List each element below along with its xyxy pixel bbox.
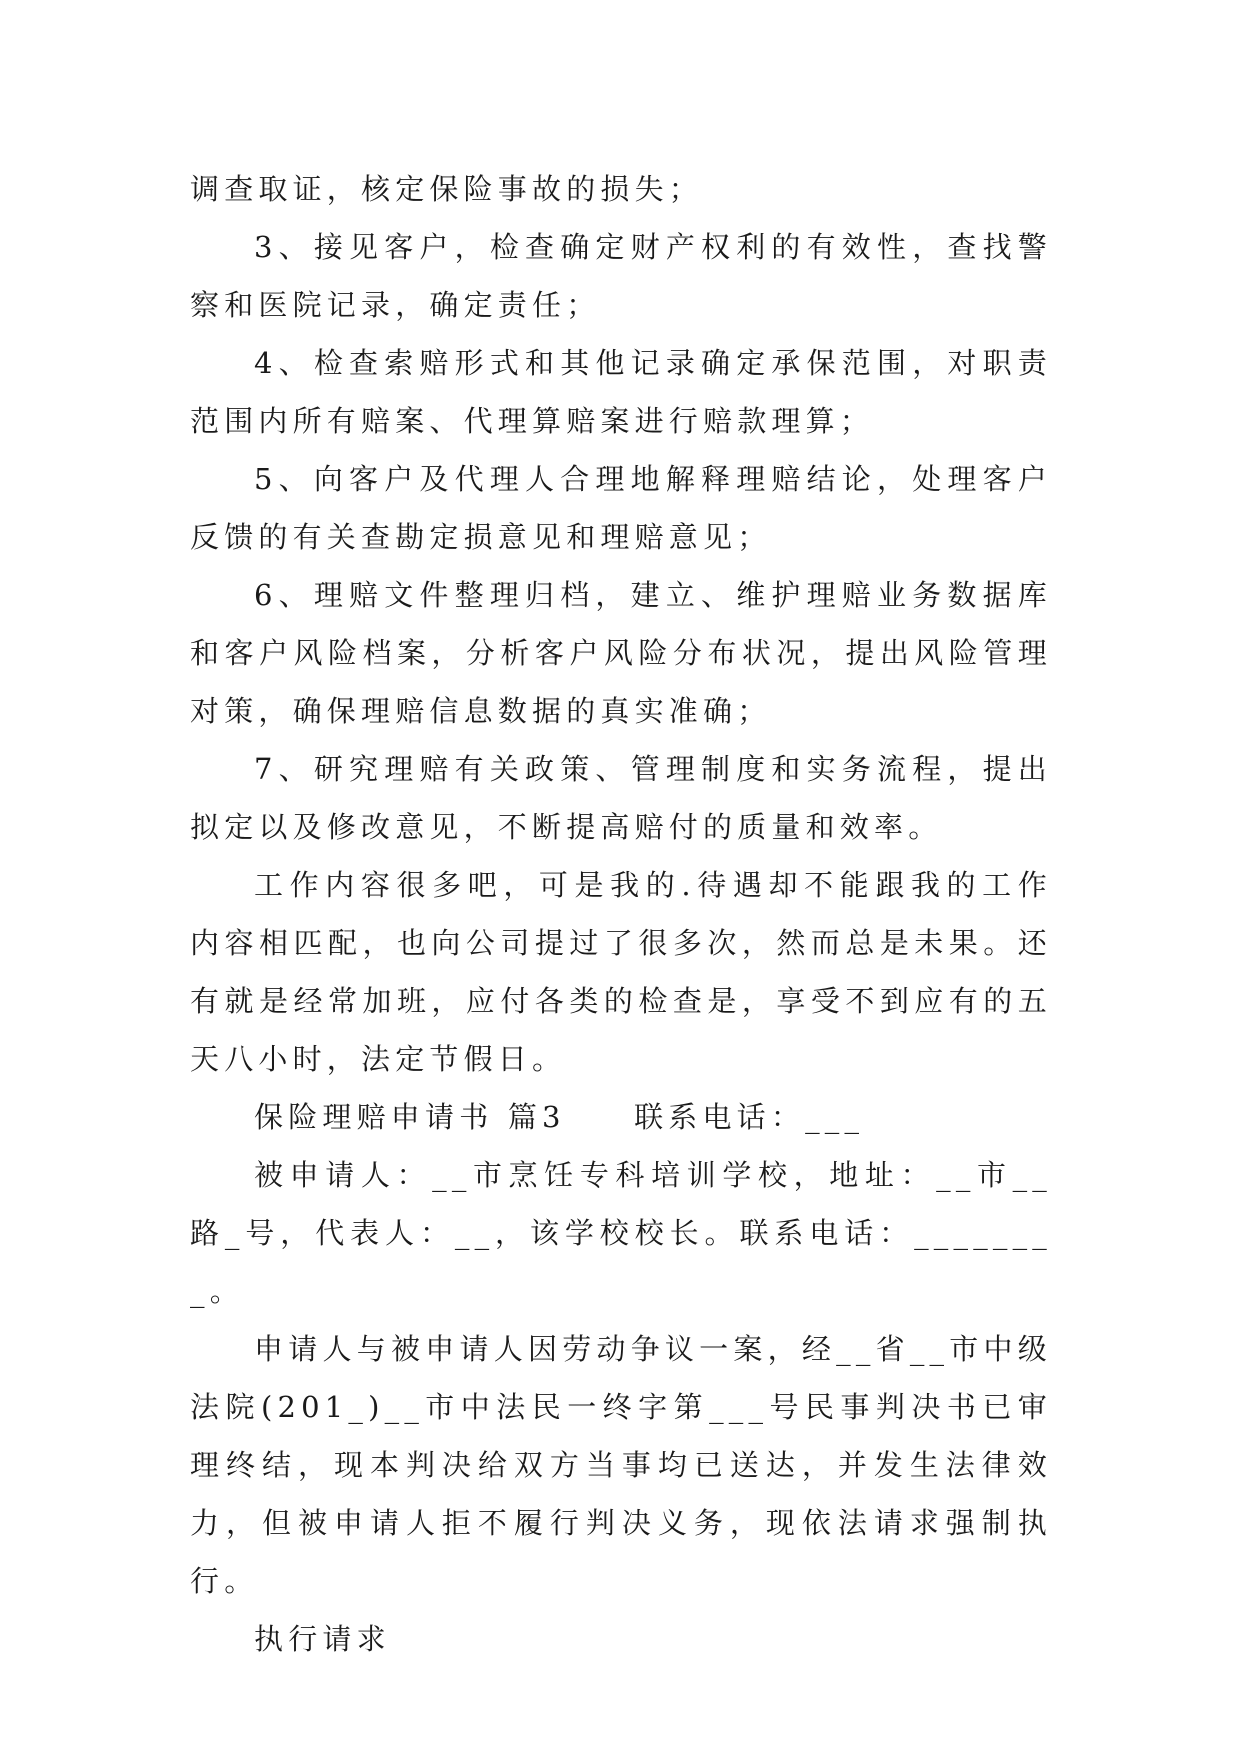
paragraph-case: 申请人与被申请人因劳动争议一案，经__省__市中级法院(201_)__市中法民一终字第___号民事判决书已审理终结，现本判决给双方当事均已送达，并发生法律效力，但被申请人拒不履行判决义务，现依法请求强制执行。 — [190, 1332, 1052, 1598]
paragraph-1: 调查取证，核定保险事故的损失； — [190, 172, 704, 206]
section-heading-line: 保险理赔申请书 篇3 联系电话：___ — [254, 1100, 865, 1134]
paragraph-6: 7、研究理赔有关政策、管理制度和实务流程，提出拟定以及修改意见，不断提高赔付的质量和效率。 — [190, 752, 1052, 844]
paragraph-execution-request: 执行请求 — [254, 1622, 391, 1656]
paragraph-4: 5、向客户及代理人合理地解释理赔结论，处理客户反馈的有关查勘定损意见和理赔意见； — [190, 462, 1052, 554]
paragraph-5: 6、理赔文件整理归档，建立、维护理赔业务数据库和客户风险档案，分析客户风险分布状况，提出风险管理对策，确保理赔信息数据的真实准确； — [190, 578, 1052, 728]
paragraph-3: 4、检查索赔形式和其他记录确定承保范围，对职责范围内所有赔案、代理算赔案进行赔款理算； — [190, 346, 1052, 438]
document-body — [190, 160, 1052, 1668]
paragraph-respondent: 被申请人：__市烹饪专科培训学校，地址：__市__路_号，代表人：__，该学校校长。联系电话：________。 — [190, 1158, 1052, 1308]
paragraph-2: 3、接见客户，检查确定财产权利的有效性，查找警察和医院记录，确定责任； — [190, 230, 1052, 322]
paragraph-7: 工作内容很多吧，可是我的.待遇却不能跟我的工作内容相匹配，也向公司提过了很多次，然而总是未果。还有就是经常加班，应付各类的检查是，享受不到应有的五天八小时，法定节假日。 — [190, 868, 1052, 1076]
